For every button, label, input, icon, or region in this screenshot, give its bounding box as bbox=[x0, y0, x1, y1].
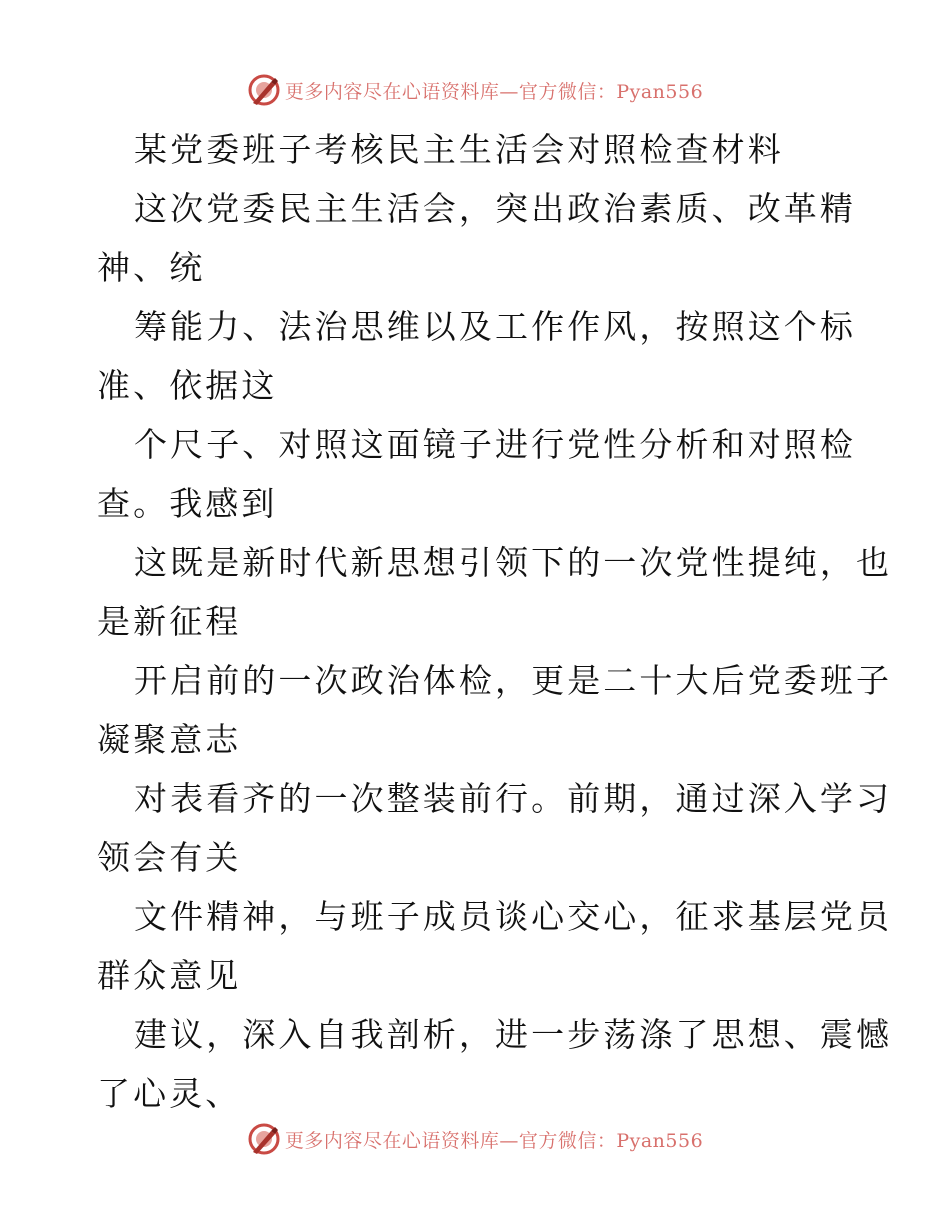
paragraph-line: 建议，深入自我剖析，进一步荡涤了思想、震憾 bbox=[134, 1015, 893, 1054]
document-title: 某党委班子考核民主生活会对照检查材料 bbox=[134, 130, 784, 169]
pen-circle-logo-icon bbox=[247, 1122, 281, 1156]
paragraph-line: 开启前的一次政治体检，更是二十大后党委班子 bbox=[134, 661, 893, 700]
paragraph-line: 准、依据这 bbox=[97, 366, 278, 405]
paragraph-line: 了心灵、 bbox=[97, 1074, 242, 1113]
paragraph-line: 筹能力、法治思维以及工作作风，按照这个标 bbox=[134, 307, 856, 346]
paragraph-line: 领会有关 bbox=[97, 838, 242, 877]
paragraph-line: 文件精神，与班子成员谈心交心，征求基层党员 bbox=[134, 897, 893, 936]
paragraph-line: 是新征程 bbox=[97, 602, 242, 641]
footer-banner-text: 更多内容尽在心语资料库—官方微信：Pyan556 bbox=[284, 1129, 704, 1152]
header-banner bbox=[0, 73, 950, 107]
pen-circle-logo-icon bbox=[247, 73, 281, 107]
paragraph-line: 对表看齐的一次整装前行。前期，通过深入学习 bbox=[134, 779, 893, 818]
footer-banner bbox=[0, 1122, 950, 1156]
paragraph-line: 凝聚意志 bbox=[97, 720, 242, 759]
paragraph-line: 神、统 bbox=[97, 248, 206, 287]
document-body bbox=[97, 120, 893, 1123]
paragraph-line: 这既是新时代新思想引领下的一次党性提纯，也 bbox=[134, 543, 893, 582]
paragraph-line: 群众意见 bbox=[97, 956, 242, 995]
paragraph-line: 查。我感到 bbox=[97, 484, 278, 523]
paragraph-line: 个尺子、对照这面镜子进行党性分析和对照检 bbox=[134, 425, 856, 464]
header-banner-text: 更多内容尽在心语资料库—官方微信：Pyan556 bbox=[284, 80, 704, 103]
paragraph-line: 这次党委民主生活会，突出政治素质、改革精 bbox=[134, 189, 856, 228]
